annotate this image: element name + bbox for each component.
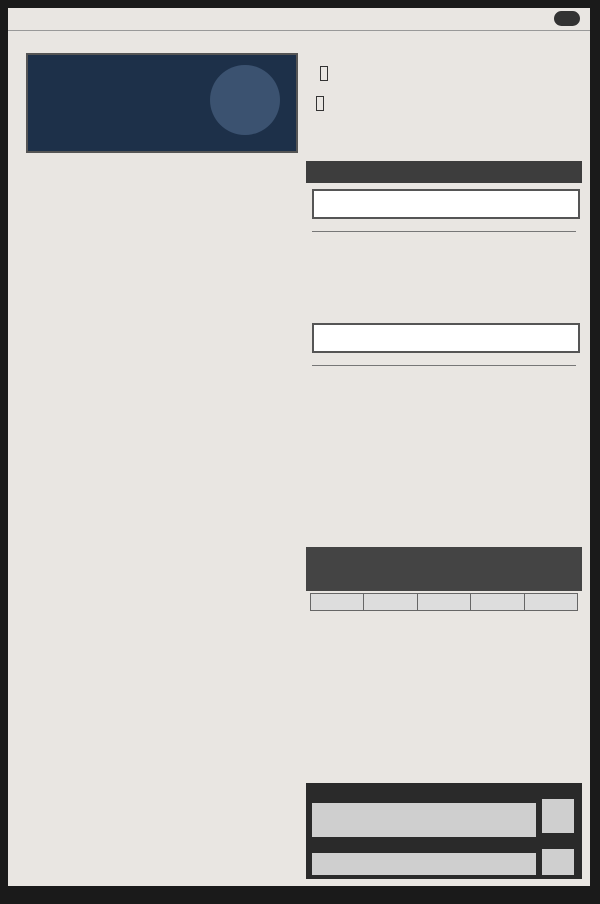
pairs-grid <box>312 853 536 875</box>
page-header <box>8 8 590 31</box>
top-number <box>542 799 574 833</box>
ten-houses-subtitle <box>306 577 582 591</box>
promo-brand <box>320 66 328 81</box>
second-number <box>542 849 574 875</box>
stats-header-2556 <box>312 353 576 366</box>
savings-lottery-stats-title <box>306 161 582 183</box>
summary-numbers <box>312 803 536 837</box>
ten-houses-title <box>306 547 582 577</box>
table-header-row <box>311 594 578 611</box>
logo-banner <box>26 53 298 153</box>
newspaper-page <box>8 8 590 886</box>
year-label-2556 <box>312 323 580 353</box>
col-name <box>364 594 417 611</box>
promo-highlight <box>316 96 324 111</box>
astrology-emblem-icon <box>210 65 280 135</box>
year-label-2555 <box>312 189 580 219</box>
summary-box <box>306 783 582 879</box>
left-column <box>26 53 296 853</box>
col-numbers <box>417 594 470 611</box>
stats-header-2555 <box>312 219 576 232</box>
col-summary <box>524 594 577 611</box>
col-order <box>311 594 364 611</box>
page-number <box>554 11 580 26</box>
promo-box <box>306 53 582 153</box>
ten-houses-table <box>310 593 578 611</box>
col-lead <box>471 594 524 611</box>
